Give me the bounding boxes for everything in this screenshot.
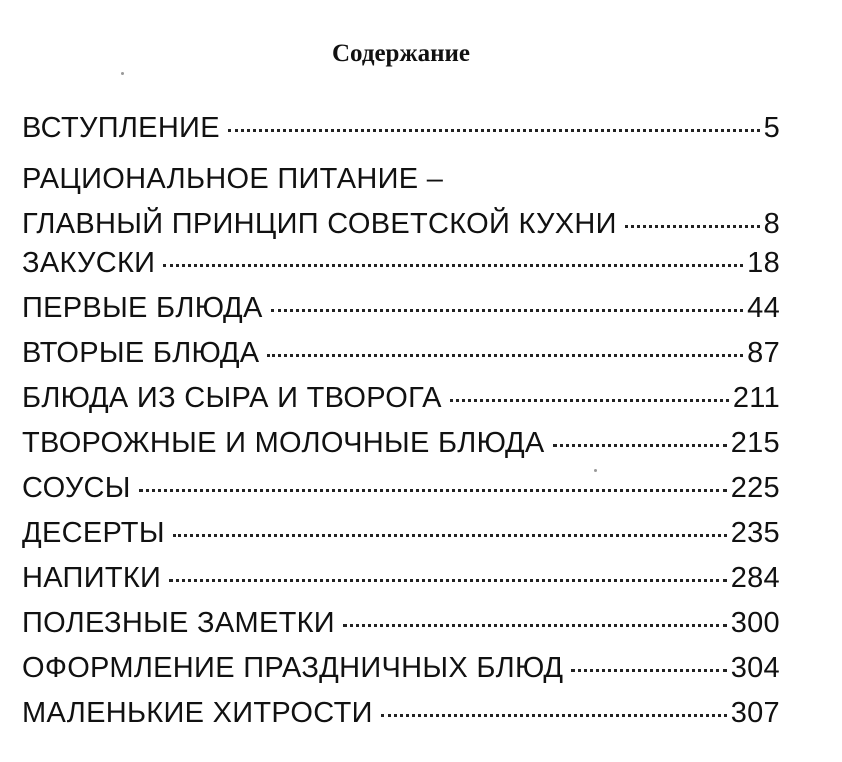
toc-entry-page: 215: [730, 427, 780, 459]
dot-leader: [163, 264, 743, 267]
toc-entry-page: 300: [730, 607, 780, 639]
toc-entry[interactable]: [22, 697, 780, 742]
toc-entry-label-line1: РАЦИОНАЛЬНОЕ ПИТАНИЕ –: [22, 163, 444, 195]
dot-leader: [228, 129, 760, 132]
toc-entry-page: 284: [730, 562, 780, 594]
dot-leader: [571, 669, 726, 672]
toc-entry-label: ДЕСЕРТЫ: [22, 517, 165, 549]
toc-entry-label: БЛЮДА ИЗ СЫРА И ТВОРОГА: [22, 382, 442, 414]
toc-entry[interactable]: [22, 112, 780, 157]
toc-entry-label: ГЛАВНЫЙ ПРИНЦИП СОВЕТСКОЙ КУХНИ: [22, 208, 617, 240]
toc-entry-page: 44: [747, 292, 780, 324]
toc-entry-label: ТВОРОЖНЫЕ И МОЛОЧНЫЕ БЛЮДА: [22, 427, 545, 459]
dot-leader: [625, 225, 760, 228]
toc-entry-label: МАЛЕНЬКИЕ ХИТРОСТИ: [22, 697, 373, 729]
toc-entry-label: ОФОРМЛЕНИЕ ПРАЗДНИЧНЫХ БЛЮД: [22, 652, 564, 684]
toc-entry-page: 225: [730, 472, 780, 504]
table-of-contents: [22, 112, 780, 742]
dot-leader: [553, 444, 727, 447]
toc-entry[interactable]: [22, 337, 780, 382]
print-speck: [121, 72, 124, 75]
toc-entry-page: 5: [763, 112, 780, 144]
toc-entry[interactable]: [22, 472, 780, 517]
toc-entry-label: НАПИТКИ: [22, 562, 162, 594]
toc-entry[interactable]: [22, 157, 780, 247]
toc-entry[interactable]: [22, 517, 780, 562]
toc-entry-label: ВСТУПЛЕНИЕ: [22, 112, 220, 144]
dot-leader: [169, 579, 727, 582]
toc-entry-second-line: [22, 208, 780, 241]
page-title: Содержание: [331, 40, 470, 67]
toc-entry[interactable]: [22, 562, 780, 607]
toc-entry-label: СОУСЫ: [22, 472, 131, 504]
dot-leader: [271, 309, 744, 312]
toc-entry[interactable]: [22, 292, 780, 337]
toc-entry[interactable]: [22, 382, 780, 427]
toc-entry[interactable]: [22, 247, 780, 292]
toc-entry-label: ВТОРЫЕ БЛЮДА: [22, 337, 260, 369]
toc-entry[interactable]: [22, 427, 780, 472]
dot-leader: [267, 354, 743, 357]
dot-leader: [381, 714, 727, 717]
toc-entry-label: ПОЛЕЗНЫЕ ЗАМЕТКИ: [22, 607, 335, 639]
dot-leader: [139, 489, 727, 492]
toc-entry-page: 235: [730, 517, 780, 549]
toc-entry-label: ПЕРВЫЕ БЛЮДА: [22, 292, 263, 324]
toc-entry[interactable]: [22, 607, 780, 652]
toc-entry[interactable]: [22, 652, 780, 697]
toc-entry-page: 211: [732, 382, 780, 414]
toc-entry-page: 8: [763, 208, 780, 240]
print-speck: [594, 469, 597, 472]
toc-entry-page: 307: [730, 697, 780, 729]
toc-entry-page: 18: [747, 247, 780, 279]
toc-entry-page: 87: [747, 337, 780, 369]
dot-leader: [450, 399, 729, 402]
toc-entry-label: ЗАКУСКИ: [22, 247, 156, 279]
dot-leader: [343, 624, 727, 627]
dot-leader: [173, 534, 727, 537]
toc-entry-page: 304: [730, 652, 780, 684]
